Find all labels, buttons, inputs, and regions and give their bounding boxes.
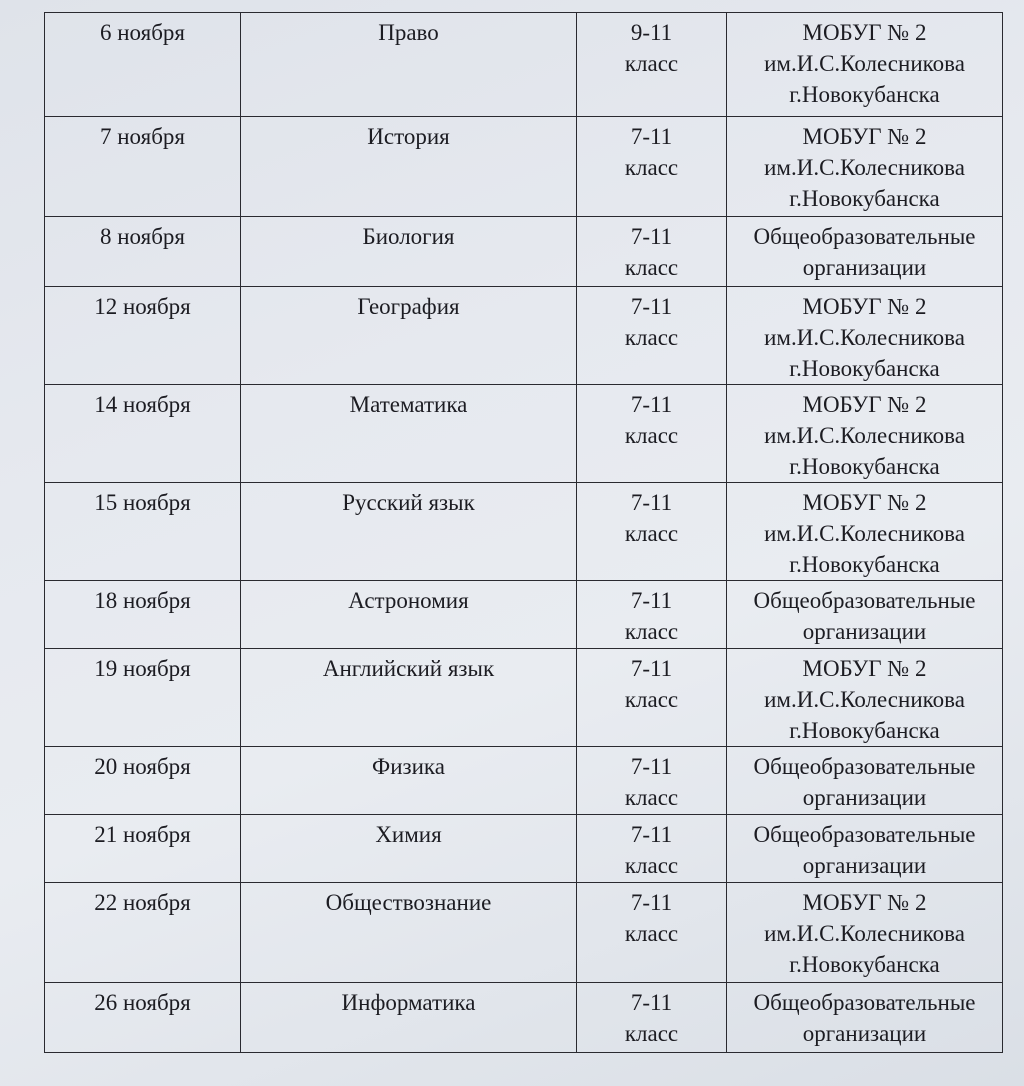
date-cell: 20 ноября bbox=[45, 747, 241, 815]
venue-line: Общеобразовательные bbox=[753, 224, 976, 249]
subject-cell: Физика bbox=[241, 747, 577, 815]
date-cell: 14 ноября bbox=[45, 385, 241, 483]
subject-cell: Математика bbox=[241, 385, 577, 483]
subject-cell: Право bbox=[241, 13, 577, 117]
venue-line: им.И.С.Колесникова bbox=[764, 325, 965, 350]
table-row bbox=[45, 983, 1003, 1053]
grade-cell bbox=[577, 747, 727, 815]
venue-line: Общеобразовательные bbox=[753, 822, 976, 847]
grade-line: класс bbox=[624, 1021, 679, 1046]
venue-line: организации bbox=[802, 785, 927, 810]
table-row bbox=[45, 649, 1003, 747]
grade-cell bbox=[577, 117, 727, 217]
venue-cell bbox=[727, 883, 1003, 983]
grade-cell bbox=[577, 13, 727, 117]
venue-line: Общеобразовательные bbox=[753, 588, 976, 613]
grade-line: класс bbox=[624, 155, 679, 180]
schedule-sheet bbox=[44, 12, 1002, 1053]
subject-cell: История bbox=[241, 117, 577, 217]
grade-line: 7-11 bbox=[630, 990, 673, 1015]
venue-cell bbox=[727, 217, 1003, 287]
table-row bbox=[45, 883, 1003, 983]
venue-cell bbox=[727, 287, 1003, 385]
grade-line: класс bbox=[624, 423, 679, 448]
venue-line: организации bbox=[802, 1021, 927, 1046]
venue-cell bbox=[727, 581, 1003, 649]
table-row bbox=[45, 815, 1003, 883]
date-cell: 26 ноября bbox=[45, 983, 241, 1053]
schedule-table bbox=[44, 12, 1003, 1053]
venue-line: организации bbox=[802, 619, 927, 644]
grade-line: класс bbox=[624, 619, 679, 644]
grade-line: класс bbox=[624, 853, 679, 878]
table-row bbox=[45, 385, 1003, 483]
grade-cell bbox=[577, 385, 727, 483]
grade-cell bbox=[577, 815, 727, 883]
date-cell: 12 ноября bbox=[45, 287, 241, 385]
grade-line: класс bbox=[624, 255, 679, 280]
venue-line: им.И.С.Колесникова bbox=[764, 687, 965, 712]
grade-line: 7-11 bbox=[630, 822, 673, 847]
date-cell: 18 ноября bbox=[45, 581, 241, 649]
grade-line: 7-11 bbox=[630, 588, 673, 613]
venue-line: МОБУГ № 2 bbox=[802, 124, 927, 149]
table-row bbox=[45, 13, 1003, 117]
venue-cell bbox=[727, 13, 1003, 117]
table-row bbox=[45, 483, 1003, 581]
grade-line: класс bbox=[624, 921, 679, 946]
venue-line: Общеобразовательные bbox=[753, 754, 976, 779]
subject-cell: География bbox=[241, 287, 577, 385]
table-row bbox=[45, 217, 1003, 287]
grade-line: 7-11 bbox=[630, 490, 673, 515]
venue-line: МОБУГ № 2 bbox=[802, 490, 927, 515]
venue-cell bbox=[727, 483, 1003, 581]
venue-line: г.Новокубанска bbox=[789, 952, 940, 977]
venue-line: г.Новокубанска bbox=[789, 356, 940, 381]
grade-line: 7-11 bbox=[630, 656, 673, 681]
subject-cell: Информатика bbox=[241, 983, 577, 1053]
schedule-table-body bbox=[45, 13, 1003, 1053]
grade-line: 7-11 bbox=[630, 392, 673, 417]
venue-line: МОБУГ № 2 bbox=[802, 392, 927, 417]
venue-line: организации bbox=[802, 255, 927, 280]
table-row bbox=[45, 287, 1003, 385]
subject-cell: Обществознание bbox=[241, 883, 577, 983]
table-row bbox=[45, 117, 1003, 217]
venue-line: им.И.С.Колесникова bbox=[764, 423, 965, 448]
venue-cell bbox=[727, 747, 1003, 815]
venue-cell bbox=[727, 815, 1003, 883]
venue-line: им.И.С.Колесникова bbox=[764, 921, 965, 946]
date-cell: 15 ноября bbox=[45, 483, 241, 581]
table-row bbox=[45, 747, 1003, 815]
venue-line: г.Новокубанска bbox=[789, 454, 940, 479]
venue-cell bbox=[727, 649, 1003, 747]
date-cell: 19 ноября bbox=[45, 649, 241, 747]
venue-line: МОБУГ № 2 bbox=[802, 20, 927, 45]
grade-line: 7-11 bbox=[630, 124, 673, 149]
venue-line: МОБУГ № 2 bbox=[802, 294, 927, 319]
venue-line: г.Новокубанска bbox=[789, 552, 940, 577]
venue-line: им.И.С.Колесникова bbox=[764, 521, 965, 546]
venue-line: г.Новокубанска bbox=[789, 82, 940, 107]
grade-cell bbox=[577, 649, 727, 747]
grade-line: 7-11 bbox=[630, 890, 673, 915]
grade-line: класс bbox=[624, 325, 679, 350]
date-cell: 22 ноября bbox=[45, 883, 241, 983]
venue-line: МОБУГ № 2 bbox=[802, 656, 927, 681]
subject-cell: Русский язык bbox=[241, 483, 577, 581]
subject-cell: Астрономия bbox=[241, 581, 577, 649]
grade-cell bbox=[577, 883, 727, 983]
grade-cell bbox=[577, 287, 727, 385]
grade-line: 7-11 bbox=[630, 754, 673, 779]
date-cell: 6 ноября bbox=[45, 13, 241, 117]
venue-line: им.И.С.Колесникова bbox=[764, 155, 965, 180]
venue-cell bbox=[727, 385, 1003, 483]
grade-cell bbox=[577, 483, 727, 581]
subject-cell: Химия bbox=[241, 815, 577, 883]
venue-cell bbox=[727, 117, 1003, 217]
venue-line: г.Новокубанска bbox=[789, 186, 940, 211]
grade-line: класс bbox=[624, 785, 679, 810]
grade-line: класс bbox=[624, 687, 679, 712]
date-cell: 8 ноября bbox=[45, 217, 241, 287]
venue-cell bbox=[727, 983, 1003, 1053]
grade-cell bbox=[577, 217, 727, 287]
grade-line: 7-11 bbox=[630, 224, 673, 249]
grade-cell bbox=[577, 581, 727, 649]
venue-line: Общеобразовательные bbox=[753, 990, 976, 1015]
grade-cell bbox=[577, 983, 727, 1053]
venue-line: г.Новокубанска bbox=[789, 718, 940, 743]
date-cell: 7 ноября bbox=[45, 117, 241, 217]
subject-cell: Биология bbox=[241, 217, 577, 287]
venue-line: организации bbox=[802, 853, 927, 878]
grade-line: 9-11 bbox=[630, 20, 673, 45]
grade-line: класс bbox=[624, 521, 679, 546]
date-cell: 21 ноября bbox=[45, 815, 241, 883]
table-row bbox=[45, 581, 1003, 649]
grade-line: класс bbox=[624, 51, 679, 76]
subject-cell: Английский язык bbox=[241, 649, 577, 747]
grade-line: 7-11 bbox=[630, 294, 673, 319]
venue-line: МОБУГ № 2 bbox=[802, 890, 927, 915]
venue-line: им.И.С.Колесникова bbox=[764, 51, 965, 76]
